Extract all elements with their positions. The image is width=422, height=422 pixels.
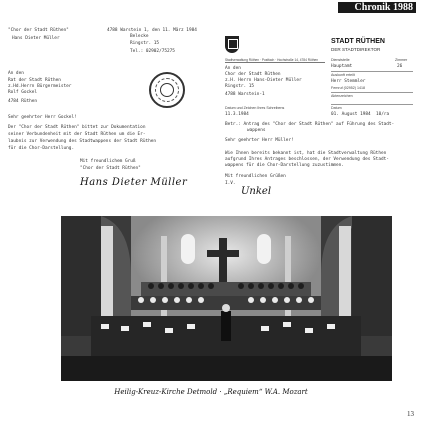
salutation: Sehr geehrter Herr Gockel! — [8, 115, 77, 120]
your-ref-value: 11.3.1984 — [225, 112, 249, 117]
closing-2: "Chor der Stadt Rüthen" — [80, 166, 141, 171]
to-label: An den — [8, 71, 24, 76]
to-3: z.H. Herrn Hans-Dieter Müller — [225, 78, 302, 83]
divider — [331, 92, 413, 93]
body-line-2: seiner Verbundenheit mit der Stadt Rüthen um die Er- — [8, 132, 146, 137]
letter-chor — [8, 28, 208, 198]
city-name: STADT RÜTHEN — [331, 38, 385, 45]
phone: Tel.: 02902/75275 — [130, 49, 175, 54]
body-line-4: für die Chor-Darstellung. — [8, 146, 75, 151]
photo-caption: Heilig-Kreuz-Kirche Detmold · „Requiem“ W.A. Mozart — [114, 388, 308, 396]
date-label: Datum — [331, 106, 342, 110]
recipient-4: 4784 Rüthen — [8, 99, 38, 104]
place-date: 4788 Warstein 1, den 11. März 1984 — [107, 28, 197, 33]
closing: Mit freundlichen Grüßen — [225, 174, 286, 179]
letter-stadt — [217, 18, 417, 210]
divider — [331, 71, 413, 72]
closing-2: I.V. — [225, 181, 236, 186]
church-interior-image — [61, 216, 392, 381]
body-line-2: aufgrund Ihres Antrages beschlossen, der Verwendung des Stadt- — [225, 157, 389, 162]
recipient-3: Rolf Gockel — [8, 90, 38, 95]
divider — [331, 104, 413, 105]
concert-photo — [61, 216, 392, 381]
sender-name: Hans Dieter Müller — [12, 36, 60, 41]
your-ref-label: Datum und Zeichen Ihres Schreibens — [225, 106, 285, 110]
chronik-banner: Chronik 1988 — [338, 2, 416, 13]
salutation: Sehr geehrter Herr Müller! — [225, 138, 294, 143]
body-line-3: wappens für die Chor-Darstellung zuzustimmen. — [225, 163, 344, 168]
dept-value: Hauptamt — [331, 64, 353, 69]
sender-org: "Chor der Stadt Rüthen" — [8, 28, 69, 33]
to-5: 4788 Warstein-1 — [225, 92, 265, 97]
auskunft-label: Auskunft erteilt — [331, 73, 355, 77]
date-value: 01. August 1984 10/ra — [331, 112, 390, 117]
street-1: Belecke — [130, 34, 149, 39]
return-address: Stadtverwaltung Rüthen · Postfach · Hochstraße 14, 4784 Rüthen — [225, 58, 325, 63]
body-line-3: laubnis zur Verwendung des Stadtwappens der Stadt Rüthen — [8, 139, 157, 144]
signature-stadt: Unkel — [241, 186, 272, 197]
recipient-1: Rat der Stadt Rüthen — [8, 78, 61, 83]
phone-label: Fernruf (02952) 1418 — [331, 86, 365, 90]
subject-line-1: Betr.: Antrag des "Chor der Stadt Rüthen" auf Führung des Stadt- — [225, 122, 395, 127]
subject-line-2: wappens — [247, 128, 266, 133]
room-value: 26 — [397, 64, 403, 69]
city-sub: DER STADTDIREKTOR — [331, 47, 381, 52]
body-line-1: Wie Ihnen bereits bekannt ist, hat die Stadtverwaltung Rüthen — [225, 151, 387, 156]
recipient-2: z.Hd.Herrn Bürgermeister — [8, 84, 72, 89]
room-label: Zimmer — [395, 58, 408, 62]
ref-label: Aktenzeichen — [331, 94, 353, 98]
closing-1: Mit freundlichem Gruß — [80, 159, 136, 164]
to-1: An den — [225, 66, 241, 71]
street-2: Ringstr. 15 — [130, 41, 160, 46]
choir-stamp-seal — [149, 72, 185, 108]
to-2: Chor der Stadt Rüthen — [225, 72, 281, 77]
city-coat-of-arms-icon — [225, 36, 239, 53]
to-4: Ringstr. 15 — [225, 84, 255, 89]
body-line-1: Der "Chor der Stadt Rüthen" bittet zur Dokumentation — [8, 125, 146, 130]
signature-mueller: Hans Dieter Müller — [80, 177, 188, 188]
page-number: 13 — [407, 410, 414, 418]
dept-label: Dienststelle — [331, 58, 350, 62]
auskunft-value: Herr Stemmler — [331, 79, 366, 84]
